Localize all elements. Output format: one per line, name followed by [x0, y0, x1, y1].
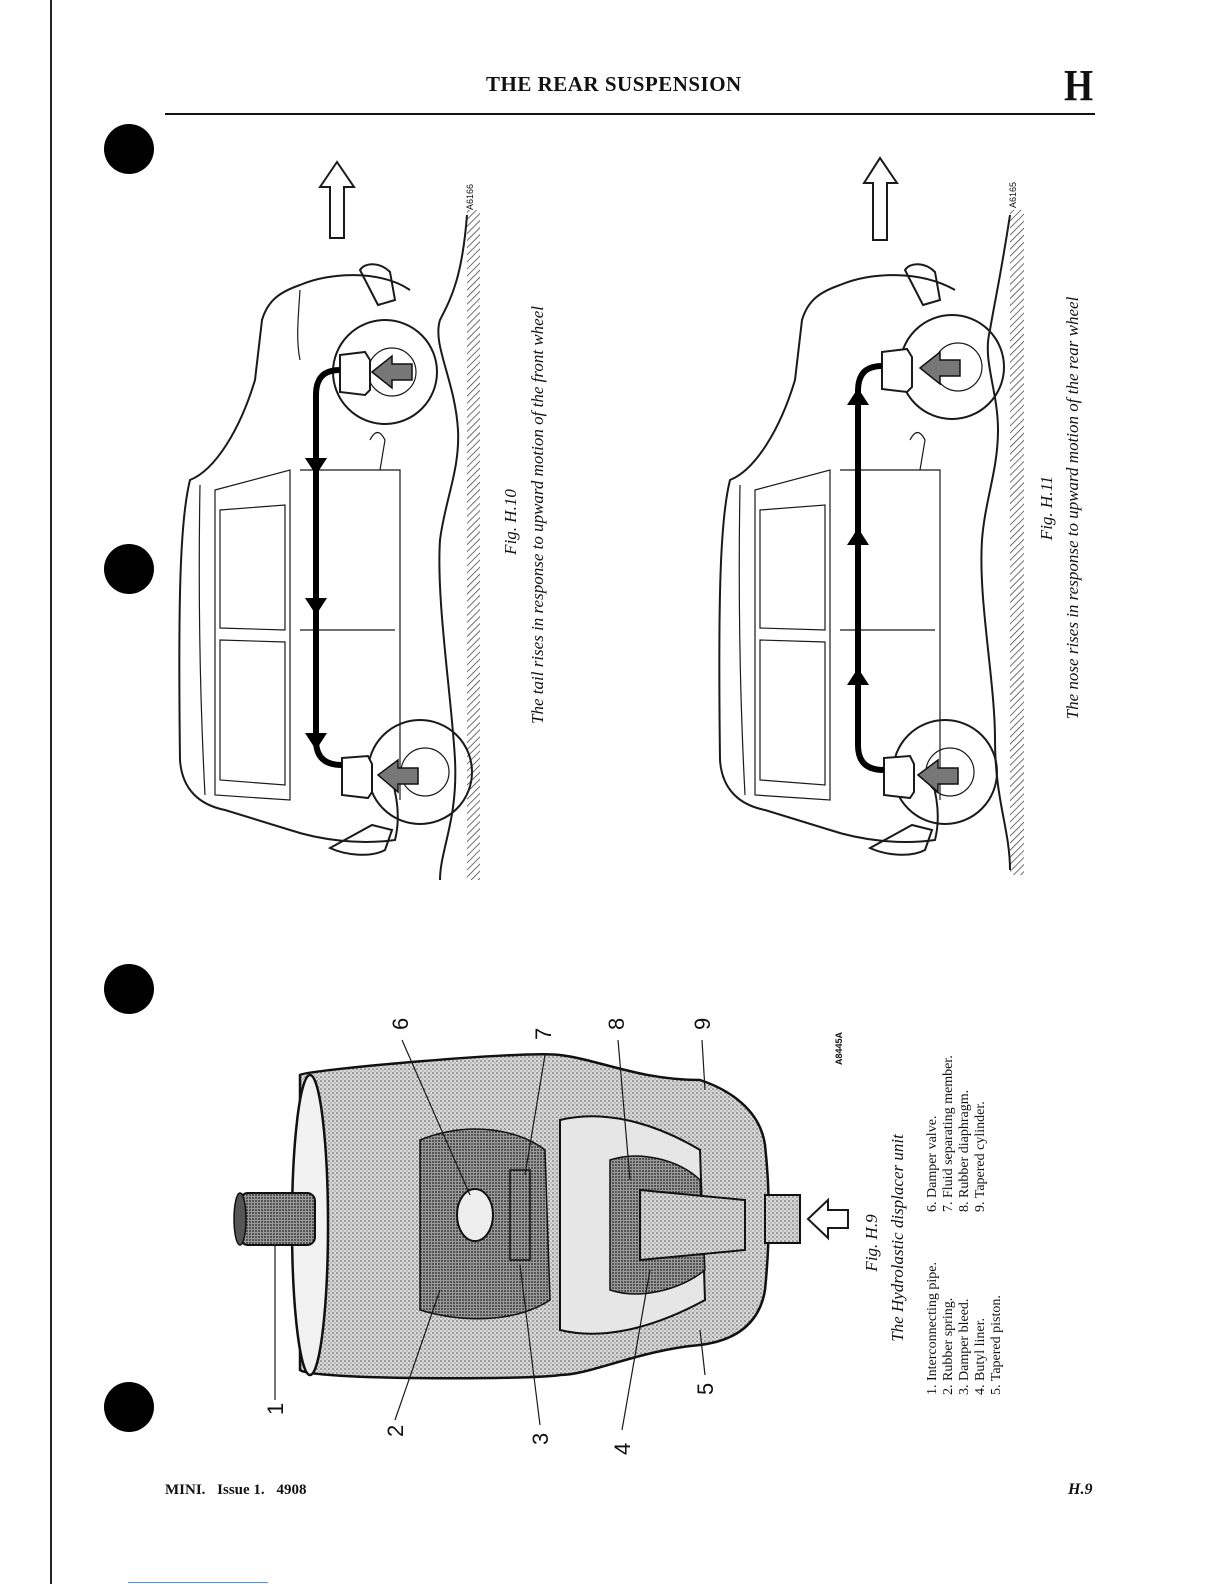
interconnecting-pipe: [858, 366, 884, 770]
legend-item-1: 1. Interconnecting pipe.: [925, 1262, 940, 1395]
front-wheel-push-arrow-icon: [920, 352, 960, 384]
fig-h11-caption: The nose rises in response to upward motion of the rear wheel: [1063, 296, 1082, 720]
flow-arrow-icon: [305, 598, 327, 615]
rear-displacer-icon: [884, 756, 914, 798]
footer-issue-text: Issue 1.: [217, 1482, 265, 1498]
legend-item-7: 7. Fluid separating member.: [941, 1055, 956, 1212]
front-bumper-icon: [905, 264, 940, 305]
front-displacer-icon: [882, 349, 912, 392]
legend-item-5: 5. Tapered piston.: [989, 1295, 1004, 1395]
callout-2: 2: [383, 1424, 408, 1437]
car-windows: [220, 505, 285, 785]
callout-3: 3: [528, 1432, 553, 1445]
interconnecting-pipe-stub: [240, 1193, 315, 1245]
callout-6: 6: [388, 1017, 413, 1030]
tapered-piston: [640, 1190, 745, 1260]
ground-icon: [467, 210, 480, 880]
legend-item-3: 3. Damper bleed.: [957, 1298, 972, 1395]
page-number: H.9: [1068, 1481, 1093, 1498]
front-wheel-push-arrow-icon: [372, 356, 412, 388]
front-displacer-icon: [340, 352, 370, 395]
flow-arrow-icon: [847, 528, 869, 545]
car-body-outline: [179, 275, 410, 842]
fig-h10-car-diagram: [179, 162, 547, 880]
footer-model: MINI.: [165, 1482, 206, 1498]
callout-1: 1: [263, 1402, 288, 1415]
fig-h10-label: Fig. H.10: [501, 489, 520, 555]
rear-displacer-icon: [342, 756, 372, 798]
fig-h9-label: Fig. H.9: [862, 1214, 881, 1272]
piston-push-arrow-icon: [808, 1200, 848, 1238]
interconnecting-pipe: [316, 370, 342, 765]
flow-arrow-icon: [847, 388, 869, 405]
fig-h11-car-diagram: [719, 158, 1082, 875]
fig-h11-code: A6165: [1008, 181, 1018, 208]
callout-4: 4: [610, 1442, 635, 1455]
direction-up-arrow-icon: [320, 162, 354, 238]
callout-7: 7: [531, 1027, 556, 1040]
callout-9: 9: [690, 1017, 715, 1030]
flow-arrow-icon: [847, 668, 869, 685]
footer-number: 4908: [276, 1482, 307, 1498]
road-outline: [438, 215, 467, 880]
flow-arrow-icon: [305, 733, 327, 750]
direction-up-arrow-icon: [864, 158, 897, 240]
flow-arrow-icon: [305, 458, 327, 475]
fig-h9-code: A8445A: [834, 1031, 844, 1065]
legend-item-2: 2. Rubber spring.: [941, 1297, 956, 1395]
footer-issue: [165, 1482, 314, 1499]
legend-item-9: 9. Tapered cylinder.: [973, 1101, 988, 1212]
legend-item-6: 6. Damper valve.: [925, 1115, 940, 1212]
fig-h10-caption: The tail rises in response to upward motion of the front wheel: [528, 306, 547, 724]
ground-icon: [1010, 210, 1024, 875]
legend-item-8: 8. Rubber diaphragm.: [957, 1089, 972, 1212]
car-windows: [760, 505, 825, 785]
front-bumper-icon: [360, 264, 395, 305]
rear-wheel-push-arrow-icon: [378, 760, 418, 792]
road-outline: [981, 215, 1010, 870]
fig-h10-code: A6166: [465, 183, 475, 210]
callout-5: 5: [693, 1382, 718, 1395]
page-title: THE REAR SUSPENSION: [486, 72, 742, 96]
callout-8: 8: [604, 1017, 629, 1030]
legend-item-4: 4. Butyl liner.: [973, 1318, 988, 1395]
rear-wheel-push-arrow-icon: [918, 760, 958, 792]
fig-h9-caption: The Hydrolastic displacer unit: [888, 1134, 907, 1342]
fig-h9-displacer-diagram: [234, 1018, 1004, 1455]
section-letter: H: [1064, 61, 1094, 110]
scan-artifact-line: [128, 1582, 268, 1583]
fig-h11-label: Fig. H.11: [1037, 475, 1056, 541]
damper-valve: [457, 1189, 493, 1241]
